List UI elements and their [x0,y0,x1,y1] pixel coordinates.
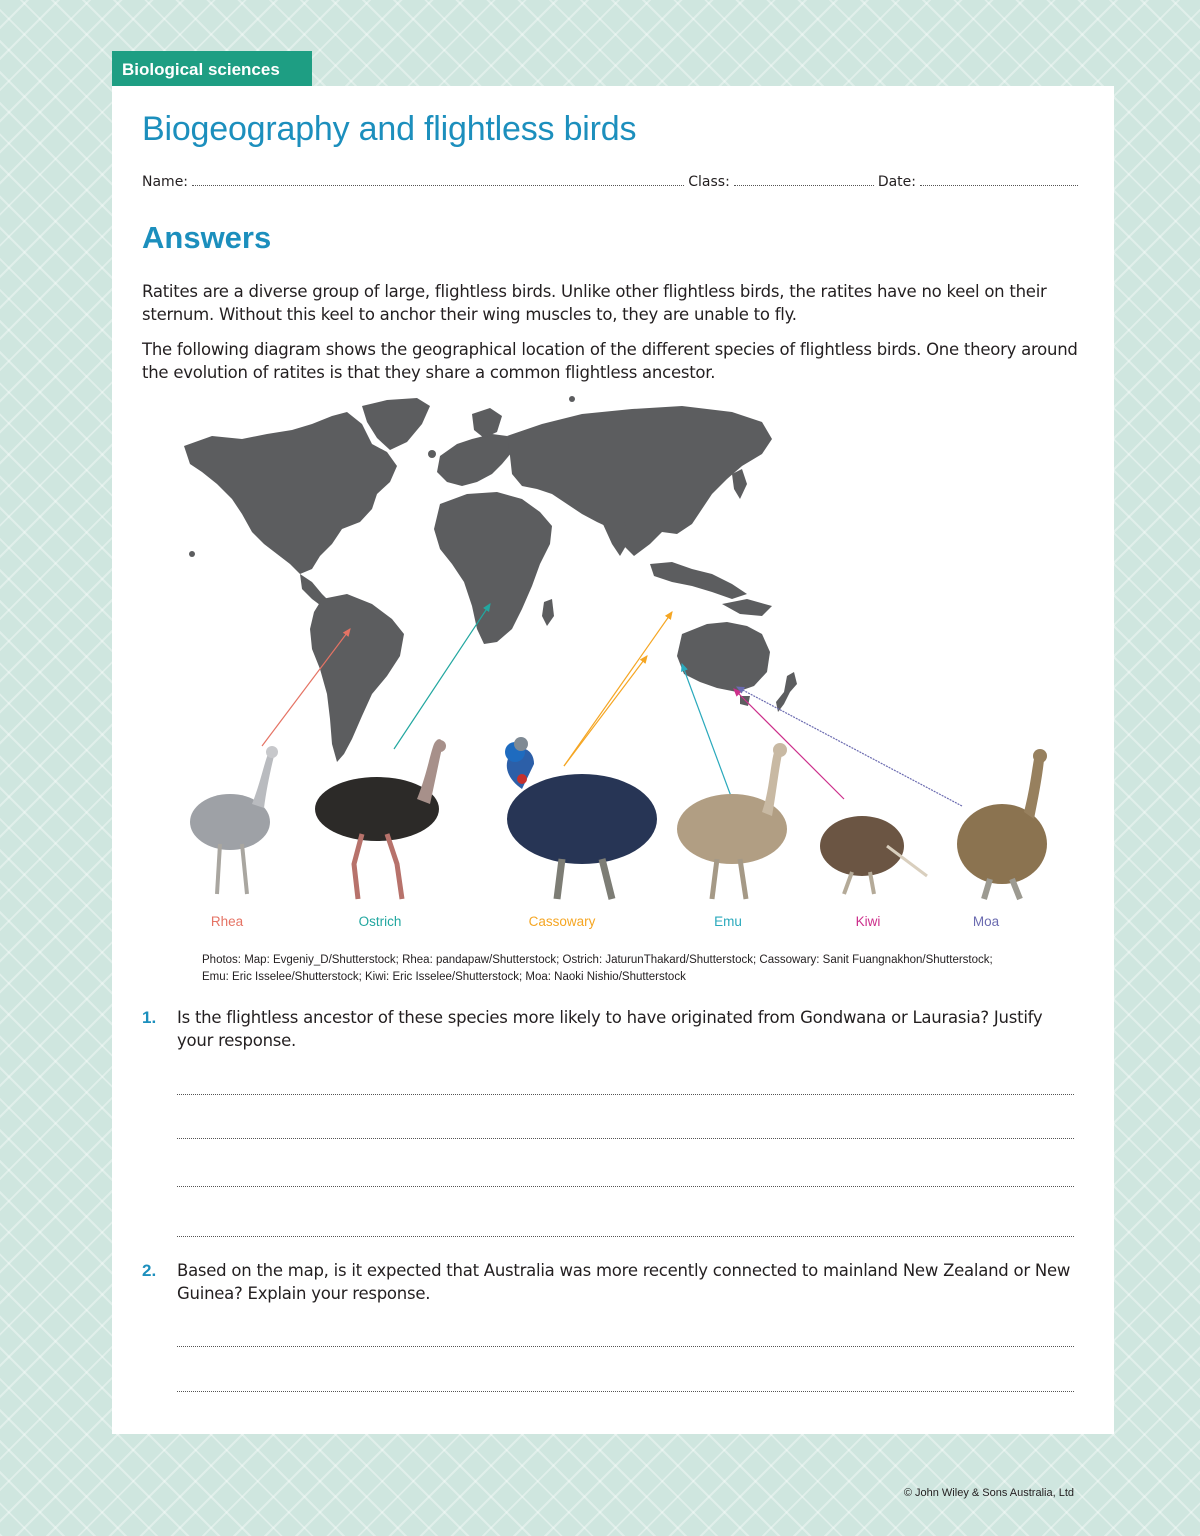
cassowary-arrow-1 [564,612,672,766]
photo-credits: Photos: Map: Evgeniy_D/Shutterstock; Rhea: pandapaw/Shutterstock; Ostrich: JaturunThakard/Shutterstock; Cassowary: Sanit Fuangnakhon/Shutterstock; Emu: Eric Isselee/Shutterstock; Kiwi: Eric Isselee/Shutterstock; Moa: Naoki Nishio/Shutterstock [202,954,993,983]
kiwi-arrow [734,689,844,799]
ostrich-arrow [394,604,490,749]
moa-illustration [957,749,1047,899]
tasmania [740,696,750,706]
date-label: Date: [877,174,916,190]
copyright: © John Wiley & Sons Australia, Ltd [903,1487,1074,1499]
answer-line[interactable] [177,1138,1074,1139]
cassowary-arrow-2 [564,656,647,766]
europe [437,434,512,486]
class-label: Class: [688,174,730,190]
answer-line[interactable] [177,1346,1074,1347]
japan [732,469,747,499]
new-zealand [776,672,797,712]
intro-paragraph-2: The following diagram shows the geographical location of the different species of flightless birds. One theory around the evolution of ratites is that they share a common flightless ancestor. [142,340,1078,382]
bird-label-rhea: Rhea [210,914,244,929]
north-america [184,412,397,574]
africa [434,492,552,644]
bird-label-kiwi: Kiwi [855,914,881,929]
page-title: Biogeography and flightless birds [142,110,637,148]
section-heading: Answers [142,220,272,255]
answer-line[interactable] [177,1236,1074,1237]
student-details [142,174,1082,190]
kiwi-illustration [820,816,927,894]
greenland [362,398,430,450]
scandinavia [472,408,502,438]
question-2-text: Based on the map, is it expected that Australia was more recently connected to mainland New Zealand or New Guinea? Explain your response. [177,1261,1071,1303]
world-map [172,394,1052,939]
bird-label-ostrich: Ostrich [358,914,402,929]
intro-paragraph-1: Ratites are a diverse group of large, flightless birds. Unlike other flightless birds, the ratites have no keel on their sternum. Without this keel to anchor their wing muscles to, they are unable to fly. [142,282,1047,324]
question-1-number: 1. [142,1008,157,1027]
south-america [310,594,404,762]
question-2-number: 2. [142,1261,157,1280]
date-field[interactable] [920,174,1078,186]
ostrich-illustration [315,739,446,899]
cassowary-illustration [505,737,657,899]
answer-line[interactable] [177,1094,1074,1095]
worksheet [112,86,1114,1434]
bird-label-cassowary: Cassowary [528,914,596,929]
answer-line[interactable] [177,1391,1074,1392]
name-label: Name: [142,174,189,190]
ratite-distribution-figure [172,394,1052,939]
new-guinea [722,599,772,616]
australia [677,622,770,692]
question-1-text: Is the flightless ancestor of these species more likely to have originated from Gondwana or Laurasia? Justify your response. [177,1008,1043,1050]
india [602,522,630,556]
subject-tab: Biological sciences [112,51,312,86]
continents [184,396,797,762]
bird-label-moa: Moa [972,914,1000,929]
rhea-illustration [190,746,278,894]
name-field[interactable] [192,174,684,186]
answer-line[interactable] [177,1186,1074,1187]
madagascar [542,599,554,626]
class-field[interactable] [734,174,874,186]
bird-label-emu: Emu [714,914,742,929]
southeast-asia-islands [650,562,747,599]
emu-illustration [677,743,787,899]
